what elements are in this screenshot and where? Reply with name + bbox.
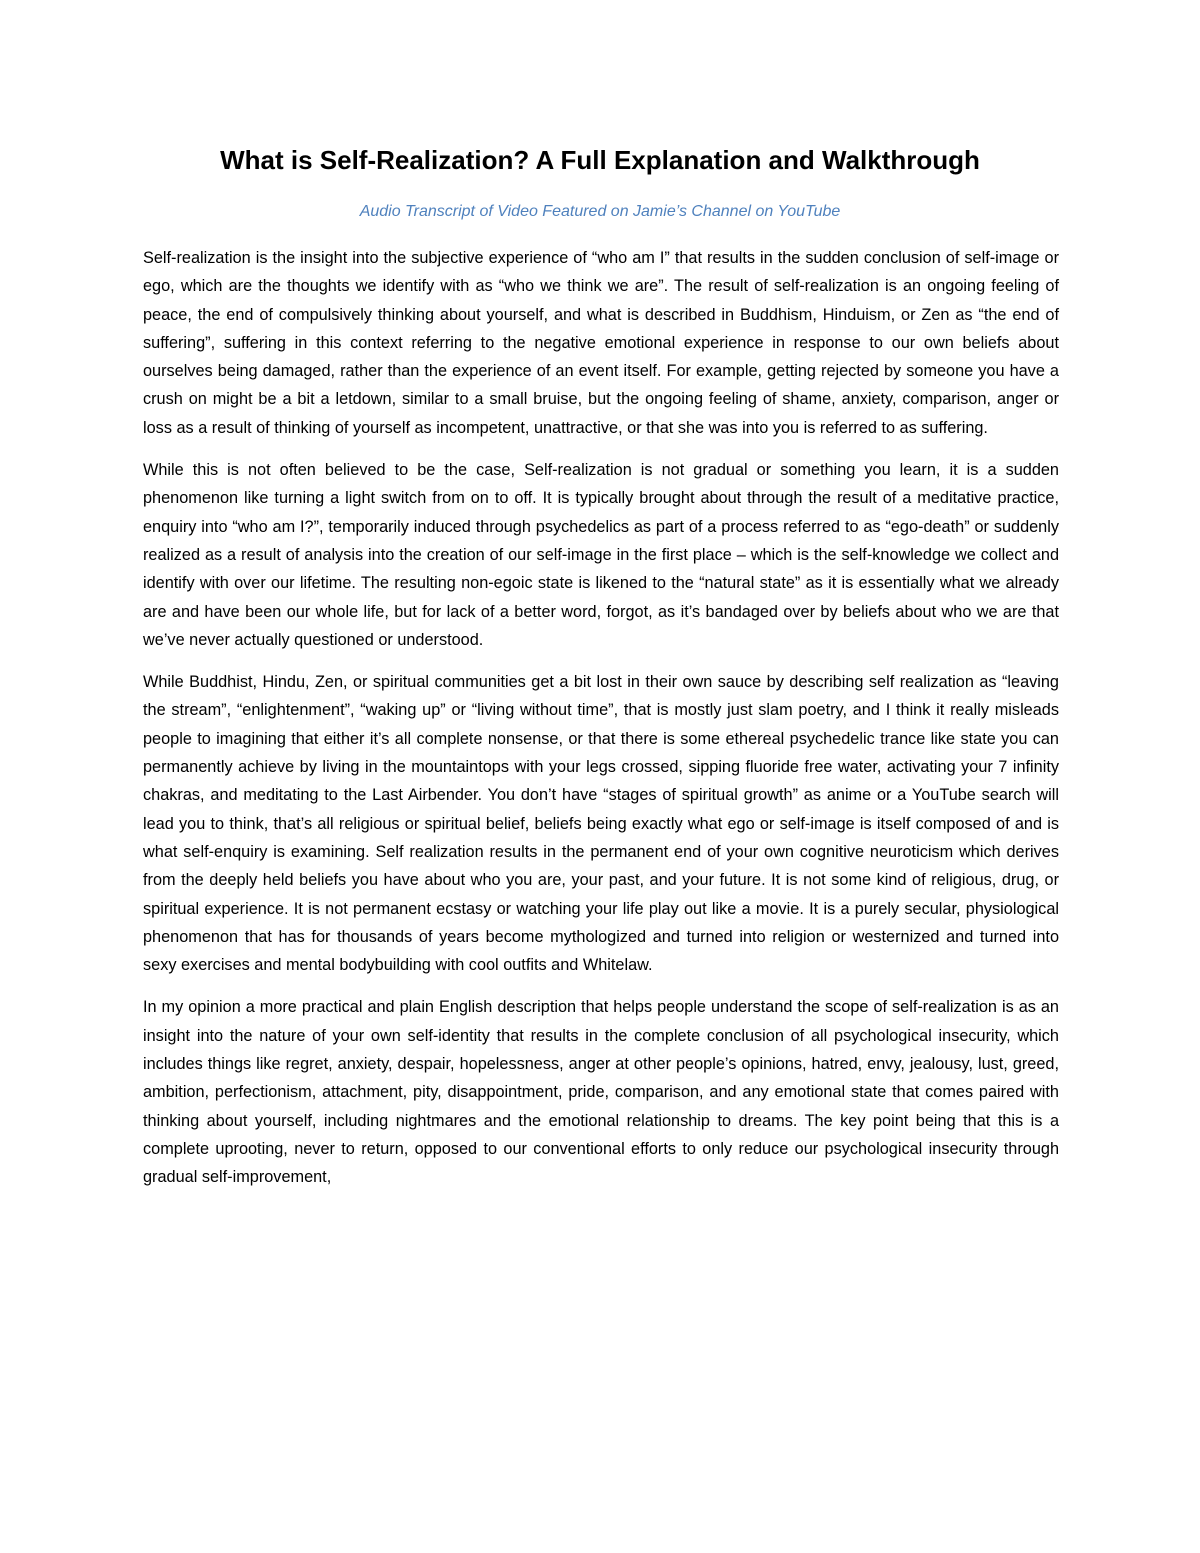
body-paragraph-1: Self-realization is the insight into the subjective experience of “who am I” that results in the sudden conclusion of self-image or ego, which are the thoughts we identify with as “who we think we are”. The result of self-realization is an ongoing feeling of peace, the end of compulsively thinking about yourself, and what is described in Buddhism, Hinduism, or Zen as “the end of suffering”, suffering in this context referring to the negative emotional experience in response to our own beliefs about ourselves being damaged, rather than the experience of an event itself. For example, getting rejected by someone you have a crush on might be a bit a letdown, similar to a small bruise, but the ongoing feeling of shame, anxiety, comparison, anger or loss as a result of thinking of yourself as incompetent, unattractive, or that she was into you is referred to as suffering. — [143, 249, 1059, 437]
body-paragraph-3: While Buddhist, Hindu, Zen, or spiritual communities get a bit lost in their own sauce by describing self realization as “leaving the stream”, “enlightenment”, “waking up” or “living without time”, that is mostly just slam poetry, and I think it really misleads people to imagining that either it’s all complete nonsense, or that there is some ethereal psychedelic trance like state you can permanently achieve by living in the mountaintops with your legs crossed, sipping fluoride free water, activating your 7 infinity chakras, and meditating to the Last Airbender. You don’t have “stages of spiritual growth” as anime or a YouTube search will lead you to think, that’s all religious or spiritual belief, beliefs being exactly what ego or self-image is itself composed of and is what self-enquiry is examining. Self realization results in the permanent end of your own cognitive neuroticism which derives from the deeply held beliefs you have about who you are, your past, and your future. It is not some kind of religious, drug, or spiritual experience. It is not permanent ecstasy or watching your life play out like a movie. It is a purely secular, physiological phenomenon that has for thousands of years become mythologized and turned into religion or westernized and turned into sexy exercises and mental bodybuilding with cool outfits and Whitelaw. — [143, 673, 1059, 975]
document-title: What is Self-Realization? A Full Explanation and Walkthrough — [220, 145, 980, 175]
document-subtitle: Audio Transcript of Video Featured on Jamie’s Channel on YouTube — [359, 203, 841, 220]
document-body — [143, 244, 1059, 1206]
body-paragraph-2: While this is not often believed to be the case, Self-realization is not gradual or something you learn, it is a sudden phenomenon like turning a light switch from on to off. It is typically brought about through the result of a meditative practice, enquiry into “who am I?”, temporarily induced through psychedelics as part of a process referred to as “ego-death” or suddenly realized as a result of analysis into the creation of our self-image in the first place – which is the self-knowledge we collect and identify with over our lifetime. The resulting non-egoic state is likened to the “natural state” as it is essentially what we already are and have been our whole life, but for lack of a better word, forgot, as it’s bandaged over by beliefs about who we are that we’ve never actually questioned or understood. — [143, 461, 1059, 649]
body-paragraph-4: In my opinion a more practical and plain English description that helps people understand the scope of self-realization is as an insight into the nature of your own self-identity that results in the complete conclusion of all psychological insecurity, which includes things like regret, anxiety, despair, hopelessness, anger at other people’s opinions, hatred, envy, jealousy, lust, greed, ambition, perfectionism, attachment, pity, disappointment, pride, comparison, and any emotional state that comes paired with thinking about yourself, including nightmares and the emotional relationship to dreams. The key point being that this is a complete uprooting, never to return, opposed to our conventional efforts to only reduce our psychological insecurity through gradual self-improvement, — [143, 998, 1059, 1187]
